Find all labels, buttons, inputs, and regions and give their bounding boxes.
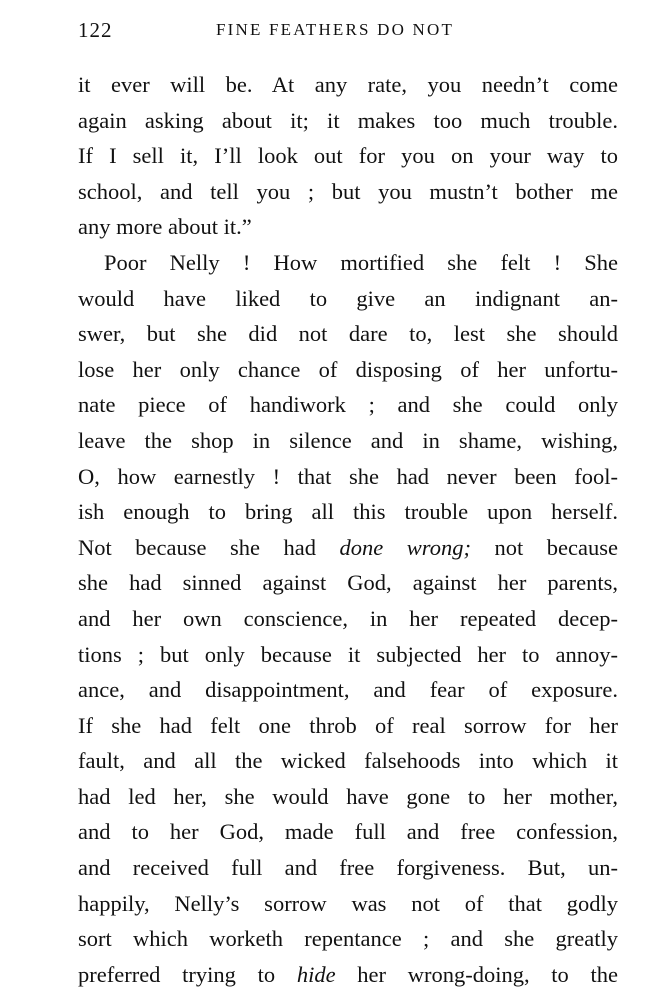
text-line: ance, and disappointment, and fear of exposure. — [78, 677, 618, 703]
text-line: and to her God, made full and free confession, — [78, 819, 618, 845]
text-line: had led her, she would have gone to her mother, — [78, 783, 618, 809]
text-line: would have liked to give an indignant an- — [78, 285, 618, 311]
text-line: O, how earnestly ! that she had never been fool- — [78, 463, 618, 489]
text-run: her wrong-doing, to the — [335, 961, 618, 987]
page-number: 122 — [78, 18, 113, 42]
text-run: not because — [470, 534, 618, 560]
text-line: tions ; but only because it subjected her to annoy- — [78, 641, 618, 667]
text-line: If I sell it, I’ll look out for you on your way to — [78, 143, 618, 169]
italic-emphasis: done wrong; — [339, 534, 471, 560]
text-line: If she had felt one throb of real sorrow for her — [78, 712, 618, 738]
text-run: Not because she had — [78, 534, 340, 560]
text-line: school, and tell you ; but you mustn’t bother me — [78, 178, 618, 204]
text-run: preferred trying to — [78, 961, 297, 987]
text-line: she had sinned against God, against her parents, — [78, 570, 618, 596]
text-line: it ever will be. At any rate, you needn’t come — [78, 72, 618, 97]
text-line: fault, and all the wicked falsehoods into which it — [78, 748, 618, 774]
text-line: and received full and free forgiveness. But, un- — [78, 855, 618, 881]
text-line: happily, Nelly’s sorrow was not of that godly — [78, 890, 618, 916]
text-line: ish enough to bring all this trouble upon herself. — [78, 499, 618, 525]
text-line: leave the shop in silence and in shame, wishing, — [78, 427, 618, 453]
text-line: and her own conscience, in her repeated decep- — [78, 605, 618, 631]
paragraph-first-line: Poor Nelly ! How mortified she felt ! She — [104, 249, 618, 275]
text-line-with-italic — [78, 530, 618, 566]
body-text — [78, 67, 618, 992]
text-line: lose her only chance of disposing of her unfortu- — [78, 356, 618, 382]
text-line-with-italic — [78, 957, 618, 993]
text-line: any more about it.” — [78, 214, 252, 240]
text-line: swer, but she did not dare to, lest she should — [78, 321, 618, 347]
running-title: FINE FEATHERS DO NOT — [216, 20, 455, 39]
page-header — [78, 18, 620, 50]
text-line: sort which worketh repentance ; and she greatly — [78, 926, 618, 952]
italic-emphasis: hide — [296, 961, 336, 987]
text-line: again asking about it; it makes too much trouble. — [78, 107, 618, 133]
text-line: nate piece of handiwork ; and she could only — [78, 392, 618, 418]
